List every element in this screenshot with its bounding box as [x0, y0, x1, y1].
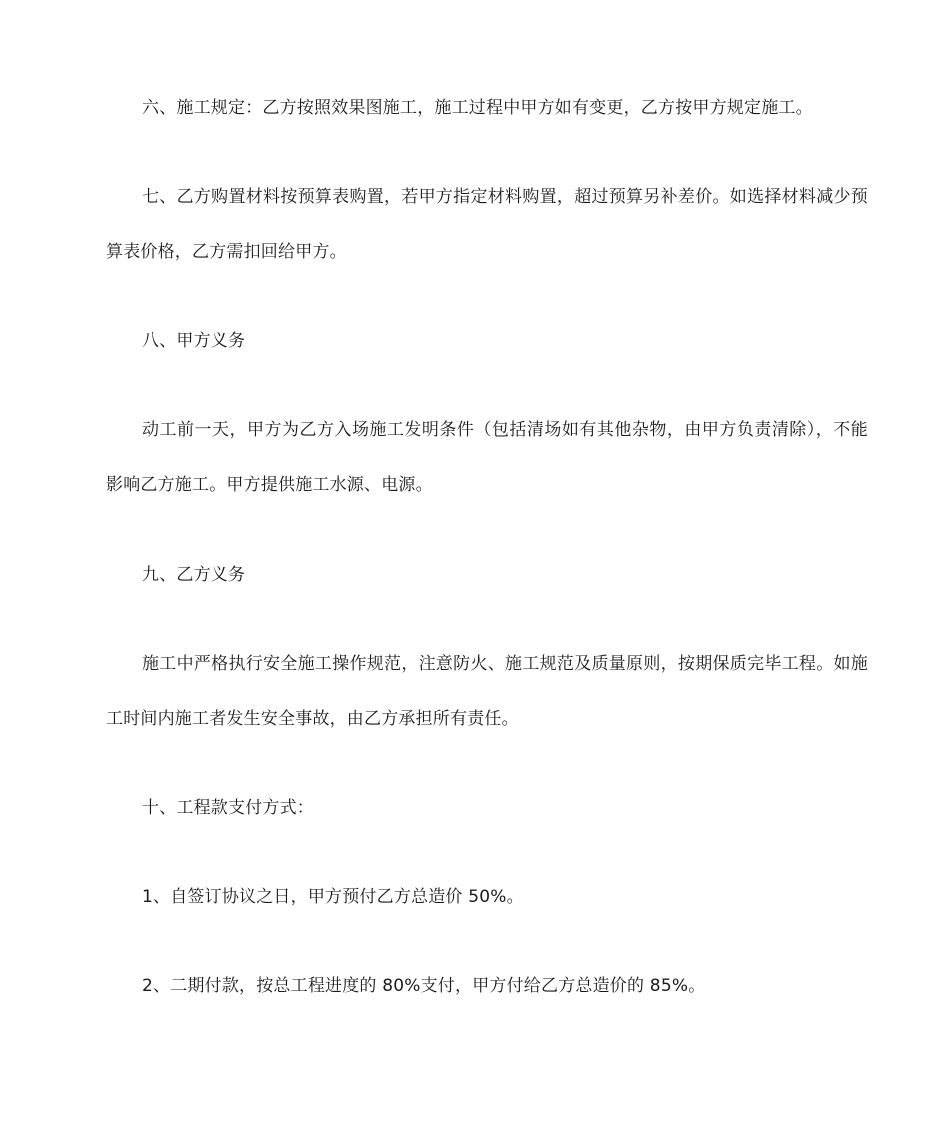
heading-party-a-obligations: 八、甲方义务 — [142, 331, 246, 351]
heading-party-b-obligations: 九、乙方义务 — [142, 565, 246, 585]
paragraph-party-b-obligations: 施工中严格执行安全施工操作规范，注意防火、施工规范及质量原则，按期保质完毕工程。如施工时间内施工者发生安全事故，由乙方承担所有责任。 — [106, 654, 868, 729]
paragraph-party-a-obligations: 动工前一天，甲方为乙方入场施工发明条件（包括清场如有其他杂物，由甲方负责清除），不能影响乙方施工。甲方提供施工水源、电源。 — [106, 420, 868, 495]
paragraph-materials-purchase: 七、乙方购置材料按预算表购置，若甲方指定材料购置，超过预算另补差价。如选择材料减少预算表价格，乙方需扣回给甲方。 — [106, 187, 868, 262]
paragraph-construction-rules: 六、施工规定：乙方按照效果图施工，施工过程中甲方如有变更，乙方按甲方规定施工。 — [142, 98, 813, 118]
paragraph-payment-2: 2、二期付款，按总工程进度的 80%支付，甲方付给乙方总造价的 85%。 — [142, 976, 706, 996]
paragraph-payment-1: 1、自签订协议之日，甲方预付乙方总造价 50%。 — [142, 887, 524, 907]
heading-payment-method: 十、工程款支付方式： — [142, 798, 314, 818]
